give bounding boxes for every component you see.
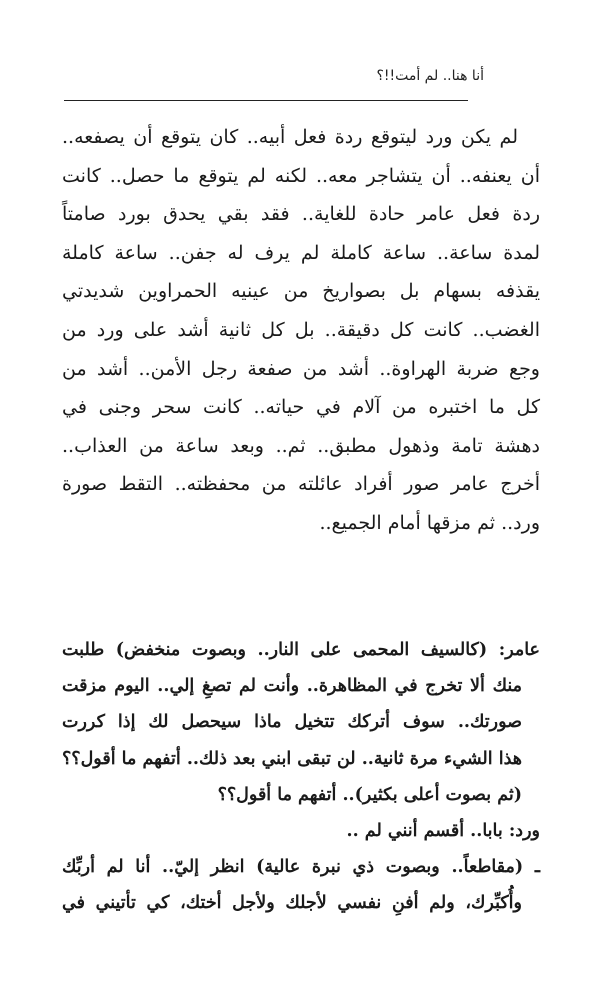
- text-line: ورد.. ثم مزقها أمام الجميع..: [319, 511, 540, 534]
- text-line: أخرج عامر صور أفراد عائلته من محفظته.. التقط صورة: [62, 473, 540, 496]
- text-line: يقذفه بسهام بل بصواريخ من عينيه الحمراوين شديدتي: [62, 280, 540, 303]
- text-line: الغضب.. كانت كل دقيقة.. بل كل ثانية أشد على ورد من: [62, 318, 540, 341]
- text-line: وجع ضربة الهراوة.. أشد من صفعة رجل الأمن.. أشد من: [62, 357, 540, 380]
- narrative-paragraph: [62, 118, 540, 543]
- dialogue-line: (ثم بصوت أعلى بكثير).. أتفهم ما أقول؟؟: [217, 784, 522, 805]
- text-line: أن يعنفه.. أن يتشاجر معه.. لكنه لم يتوقع ما حصل.. كانت: [62, 164, 540, 187]
- text-line: لم يكن ورد ليتوقع ردة فعل أبيه.. كان يتوقع أن يصفعه..: [62, 126, 518, 148]
- dialogue-line: ورد: بابا.. أقسم أنني لم ..: [346, 820, 540, 841]
- text-line: كل ما اختبره من آلام في حياته.. كانت سحر وجنى في: [62, 396, 540, 419]
- dialogue-section: [62, 632, 540, 922]
- dialogue-line: هذا الشيء مرة ثانية.. لن تبقى ابني بعد ذلك.. أتفهم ما أقول؟؟: [62, 748, 522, 769]
- dialogue-line: صورتك.. سوف أتركك تتخيل ماذا سيحصل لك إذا كررت: [62, 712, 522, 733]
- text-line: دهشة تامة وذهول مطبق.. ثم.. وبعد ساعة من العذاب..: [62, 434, 540, 457]
- text-line: لمدة ساعة.. ساعة كاملة لم يرف له جفن.. ساعة كاملة: [62, 241, 540, 264]
- running-header-title: أنا هنا.. لم أمت!!؟: [376, 68, 484, 84]
- dialogue-line: ـ (مقاطعاً.. وبصوت ذي نبرة عالية) انظر إليّ.. أنا لم أربِّك: [62, 857, 540, 878]
- dialogue-line: عامر: (كالسيف المحمى على النار.. وبصوت منخفض) طلبت: [62, 640, 540, 660]
- text-line: ردة فعل عامر حادة للغاية.. فقد بقي يحدق بورد صامتاً: [62, 203, 540, 226]
- dialogue-line: وأُكبِّرك، ولم أفنِ نفسي لأجلك ولأجل أختك، كي تأتيني في: [62, 893, 522, 914]
- dialogue-line: منك ألا تخرج في المظاهرة.. وأنت لم تصغِ إلي.. اليوم مزقت: [62, 676, 522, 697]
- header-divider: [64, 100, 468, 101]
